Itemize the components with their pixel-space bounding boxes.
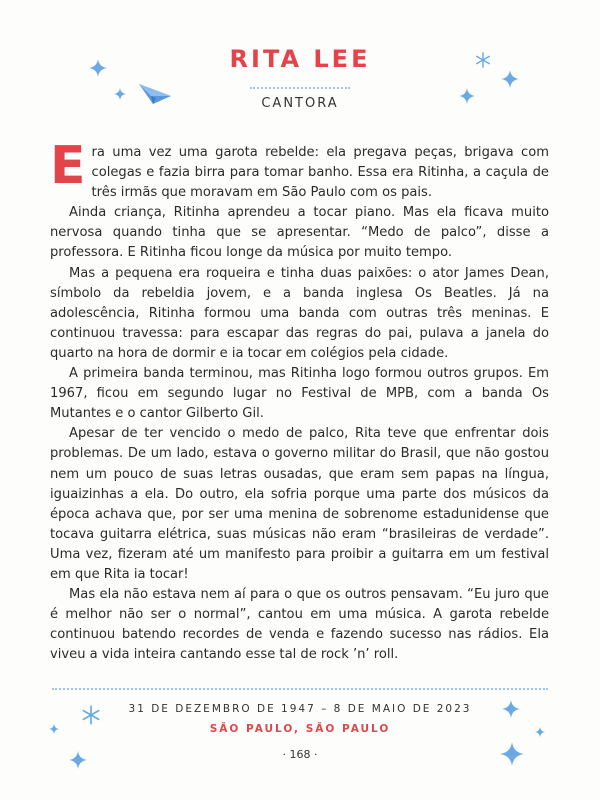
drop-cap: E bbox=[50, 136, 86, 196]
paragraph bbox=[50, 136, 549, 203]
paragraph: Mas a pequena era roqueira e tinha duas paixões: o ator James Dean, símbolo da rebeldia jovem, e a banda inglesa Os Beatles. Já na adolescência, Ritinha formou uma banda com outras três meninas. E continuou travessa: para escapar das regras do pai, pulava a janela do quarto na hora de dormir e ia tocar em colégios pela cidade. bbox=[50, 265, 549, 361]
paragraph: Apesar de ter vencido o medo de palco, Rita teve que enfrentar dois problemas. De um lado, estava o governo militar do Brasil, que não gostou nem um pouco de suas letras ousadas, que eram sem papas na língua, iguaizinhas a ela. Do outro, ela sofria porque uma parte dos músicos da época achava que, por ser uma menina de sobrenome estadunidense que tocava guitarra elétrica, suas músicas não eram “brasileiras de verdade”. Uma vez, fizeram até um manifesto para proibir a guitarra em um festival em que Rita ia tocar! bbox=[50, 426, 549, 582]
page-number: · 168 · bbox=[282, 748, 318, 761]
page-title: RITA LEE bbox=[229, 45, 371, 73]
birthplace: SÃO PAULO, SÃO PAULO bbox=[209, 723, 391, 735]
story-text bbox=[50, 136, 549, 665]
paragraph: A primeira banda terminou, mas Ritinha logo formou outros grupos. Em 1967, ficou em segundo lugar no Festival de MPB, com a banda Os Mutantes e o cantor Gilberto Gil. bbox=[50, 366, 549, 422]
page-subtitle: CANTORA bbox=[261, 96, 339, 111]
paragraph: Ainda criança, Ritinha aprendeu a tocar piano. Mas ela ficava muito nervosa quando tinha que se apresentar. “Medo de palco”, disse a professora. E Ritinha ficou longe da música por muito tempo. bbox=[50, 205, 549, 261]
life-dates: 31 DE DEZEMBRO DE 1947 – 8 DE MAIO DE 2023 bbox=[128, 703, 472, 715]
paragraph-text: ra uma vez uma garota rebelde: ela pregava peças, brigava com colegas e fazia birra para tomar banho. Essa era Ritinha, a caçula de três irmãs que moravam em São Paulo com os pais. bbox=[91, 145, 549, 201]
footer-divider bbox=[52, 688, 548, 690]
paragraph: Mas ela não estava nem aí para o que os outros pensavam. “Eu juro que é melhor não ser o normal”, cantou em uma música. A garota rebelde continuou batendo recordes de venda e fazendo sucesso nas rádios. Ela viveu a vida inteira cantando esse tal de rock ’n’ roll. bbox=[50, 587, 549, 663]
header-divider bbox=[250, 87, 350, 89]
